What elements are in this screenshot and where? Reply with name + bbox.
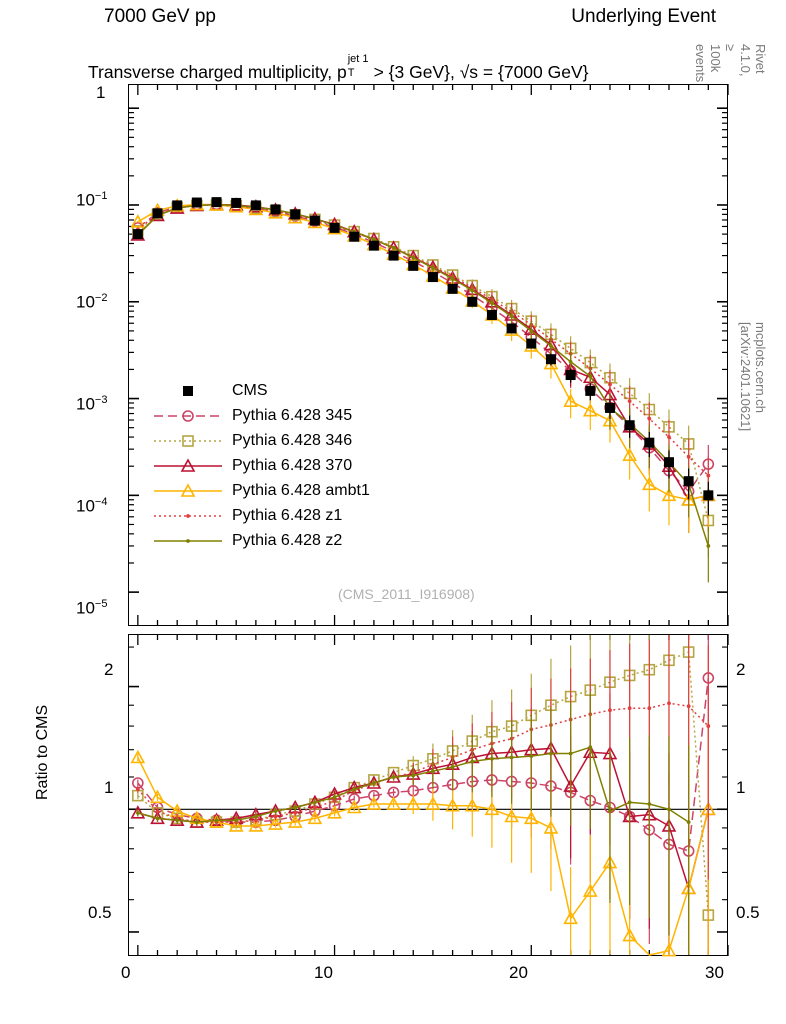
title-sqrt: √s = {7000 GeV} [459,62,589,82]
ytick-ratio-right-05: 0.5 [736,903,760,922]
ytick-ratio-left-05: 0.5 [88,903,112,922]
analysis-id-watermark: (CMS_2011_I916908) [338,586,475,602]
legend-item-label: Pythia 6.428 z1 [232,506,343,524]
title-mid: > {3 GeV}, [368,62,460,82]
ytick-main-0: 1 [96,83,106,102]
title-sup: jet 1 [347,53,369,65]
header-left-label: 7000 GeV pp [104,6,216,27]
title-pre: Transverse charged multiplicity, p [88,62,347,82]
legend-item-label: Pythia 6.428 370 [232,456,353,474]
mcplots-source-label: mcplots.cern.ch [arXiv:2401.10621] [738,322,768,432]
ytick-ratio-right-2: 2 [736,660,746,679]
xtick-20: 20 [509,963,528,982]
header-right-label: Underlying Event [571,6,716,27]
legend-item-label: Pythia 6.428 346 [232,431,353,449]
legend-item-label: CMS [232,381,268,399]
ytick-main-2: $10^{-2}$ [76,292,108,312]
xtick-0: 0 [121,963,131,982]
legend-item-label: Pythia 6.428 ambt1 [232,481,370,499]
ytick-ratio-right-1: 1 [736,778,746,797]
ytick-ratio-left-1: 1 [104,778,114,797]
legend-item-label: Pythia 6.428 z2 [232,531,343,549]
ratio-y-axis-label: Ratio to CMS [34,704,51,800]
legend-item-label: Pythia 6.428 345 [232,406,353,424]
rivet-version-label: Rivet 4.1.0, ≥ 100k events [693,44,768,83]
ytick-main-5: $10^{-5}$ [76,598,108,618]
ytick-ratio-left-2: 2 [104,660,114,679]
ytick-main-4: $10^{-4}$ [76,496,108,516]
xtick-30: 30 [705,963,724,982]
ytick-main-1: $10^{-1}$ [76,190,108,210]
xtick-10: 10 [314,963,333,982]
ytick-main-3: $10^{-3}$ [76,394,108,414]
title-sub: T [347,67,355,79]
